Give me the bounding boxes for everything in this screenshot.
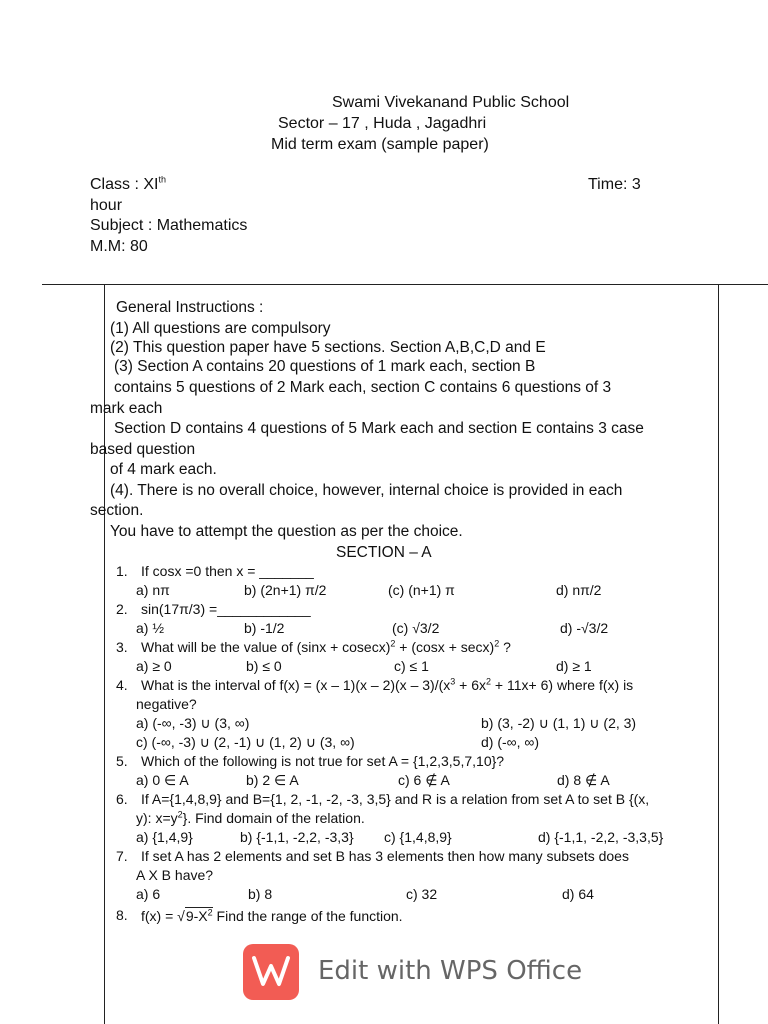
option-c: c) ≤ 1: [394, 658, 429, 674]
option-b: b) -1/2: [244, 620, 285, 636]
question-number: 6.: [116, 791, 128, 807]
option-d: d) (-∞, ∞): [481, 734, 540, 750]
wps-logo-icon[interactable]: [243, 944, 299, 1000]
school-name: Swami Vivekanand Public School: [332, 94, 570, 111]
question-number: 5.: [116, 753, 128, 769]
question-text: If cosx =0 then x = _______: [141, 563, 314, 579]
instruction-3c: mark each: [90, 400, 163, 417]
instruction-3a: (3) Section A contains 20 questions of 1 mark each, section B: [114, 358, 536, 375]
option-c: (c) √3/2: [392, 620, 440, 636]
option-a: a) 6: [136, 886, 161, 902]
table-top-border: [42, 284, 768, 285]
instruction-4a: (4). There is no overall choice, however, internal choice is provided in each: [110, 482, 623, 499]
table-left-border: [104, 284, 105, 1024]
option-c: c) 6 ∉ A: [398, 772, 450, 788]
option-a: a) (-∞, -3) ∪ (3, ∞): [136, 715, 250, 731]
class-label: Class : XIth: [90, 174, 166, 193]
option-d: d) ≥ 1: [556, 658, 592, 674]
option-d: d) {-1,1, -2,2, -3,3,5}: [538, 829, 664, 845]
time-continuation: hour: [90, 197, 123, 214]
question-text: $f(x) = √9-X^2$ Find the range of the function.: [141, 907, 403, 924]
option-b: b) (2n+1) π/2: [244, 582, 327, 598]
subject-label: Subject : Mathematics: [90, 217, 248, 234]
option-a: a) ≥ 0: [136, 658, 172, 674]
question-text: What is the interval of $f(x) = (x - 1)(x - 2)(x - 3)/(x^3 + 6x^2 + 11x+ 6)$ where f(x) is: [141, 676, 634, 693]
instruction-3d: Section D contains 4 questions of 5 Mark each and section E contains 3 case: [114, 420, 644, 437]
option-b: b) ≤ 0: [246, 658, 282, 674]
instructions-title: General Instructions :: [116, 299, 264, 316]
question-number: 1.: [116, 563, 128, 579]
option-a: a) {1,4,9}: [136, 829, 193, 845]
question-text: What will be the value of $(\sin x + cosecx)^2 + (\cos x + \sec x)^2$ ?: [141, 638, 511, 655]
question-text-line2: y): $x=y^2$}. Find domain of the relation.: [136, 809, 365, 826]
time-label: Time: 3: [588, 176, 641, 193]
exam-title: Mid term exam (sample paper): [271, 136, 489, 153]
question-number: 8.: [116, 907, 128, 923]
option-d: d) nπ/2: [556, 582, 602, 598]
option-c: c) 32: [406, 886, 438, 902]
option-b: b) (3, -2) ∪ (1, 1) ∪ (2, 3): [481, 715, 637, 731]
question-number: 7.: [116, 848, 128, 864]
question-text-line2: A X B have?: [136, 867, 214, 883]
question-text: If set A has 2 elements and set B has 3 elements then how many subsets does: [141, 848, 629, 864]
school-address: Sector – 17 , Huda , Jagadhri: [278, 115, 487, 132]
question-text: sin(17π/3) =____________: [141, 601, 311, 617]
option-a: a) 0 ∈ A: [136, 772, 189, 788]
instruction-4b: section.: [90, 502, 144, 519]
section-title: SECTION – A: [336, 544, 432, 561]
instruction-1: (1) All questions are compulsory: [110, 320, 331, 337]
instruction-3f: of 4 mark each.: [110, 461, 217, 478]
table-right-border: [718, 284, 719, 1024]
option-c: c) (-∞, -3) ∪ (2, -1) ∪ (1, 2) ∪ (3, ∞): [136, 734, 355, 750]
question-number: 4.: [116, 677, 128, 693]
instruction-2: (2) This question paper have 5 sections. Section A,B,C,D and E: [110, 339, 546, 356]
question-text: If A={1,4,8,9} and B={1, 2, -1, -2, -3, 3,5} and R is a relation from set A to set B {(x,: [141, 791, 650, 807]
wps-edit-link[interactable]: Edit with WPS Office: [318, 956, 583, 986]
question-text: Which of the following is not true for set A = {1,2,3,5,7,10}?: [141, 753, 505, 769]
option-b: b) 2 ∈ A: [246, 772, 299, 788]
option-c: (c) (n+1) π: [388, 582, 455, 598]
question-text-line2: negative?: [136, 696, 197, 712]
option-c: c) {1,4,8,9}: [384, 829, 452, 845]
option-b: b) {-1,1, -2,2, -3,3}: [240, 829, 354, 845]
option-a: a) ½: [136, 620, 165, 636]
option-d: d) 8 ∉ A: [557, 772, 610, 788]
option-d: d) 64: [562, 886, 594, 902]
max-marks: M.M: 80: [90, 238, 148, 255]
instruction-3e: based question: [90, 441, 196, 458]
question-number: 3.: [116, 639, 128, 655]
instruction-5: You have to attempt the question as per the choice.: [110, 523, 463, 540]
question-number: 2.: [116, 601, 128, 617]
option-b: b) 8: [248, 886, 273, 902]
instruction-3b: contains 5 questions of 2 Mark each, section C contains 6 questions of 3: [114, 379, 612, 396]
option-d: d) -√3/2: [560, 620, 609, 636]
option-a: a) nπ: [136, 582, 170, 598]
